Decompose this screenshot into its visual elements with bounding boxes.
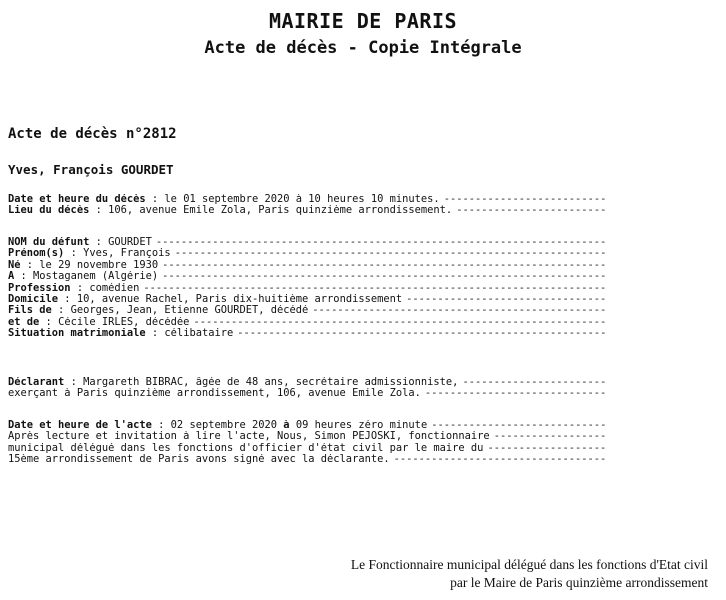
marital-status-row: Situation matrimoniale : célibataire ----- [8, 328, 608, 339]
domicile-label: Domicile [8, 294, 59, 306]
nom-label: NOM du défunt [8, 237, 90, 248]
mother-value: Cécile IRLES, décédée [58, 316, 190, 328]
fill-dashes [390, 454, 608, 465]
death-info-block [8, 194, 608, 217]
document-header [0, 8, 726, 60]
fill-dashes [483, 443, 608, 454]
signature-line-2: par le Maire de Paris quinzième arrondissement [450, 575, 708, 590]
fill-dashes [452, 205, 608, 216]
signature-line-1: Le Fonctionnaire municipal délégué dans les fonctions d'Etat civil [350, 557, 708, 572]
page-subtitle: Acte de décès - Copie Intégrale [204, 38, 522, 58]
declarant-line-1: Margareth BIBRAC, âgée de 48 ans, secrétaire admissionniste, [83, 377, 459, 388]
act-number: Acte de décès n°2812 [8, 126, 177, 142]
fill-dashes [421, 388, 608, 399]
death-date-value: le 01 septembre 2020 à 10 heures 10 minutes. [164, 194, 440, 205]
profession-value: comédien [89, 282, 140, 294]
father-label: Fils de [8, 305, 52, 317]
acte-text-line-1: Après lecture et invitation à lire l'acte, Nous, Simon PEJOSKI, fonctionnaire [8, 431, 490, 443]
acte-text-row-2 [8, 443, 608, 454]
nom-value: GOURDET [108, 237, 152, 248]
birth-place-label: À [8, 271, 15, 283]
prenom-label: Prénom(s) [8, 248, 65, 260]
marital-status-label: Situation matrimoniale [8, 328, 146, 340]
acte-date-value-start: 02 septembre 2020 [170, 420, 278, 431]
marital-status-value: célibataire [164, 328, 234, 340]
declarant-row-2 [8, 388, 608, 399]
father-value: Georges, Jean, Etienne GOURDET, décédé [70, 305, 309, 317]
domicile-value: 10, avenue Rachel, Paris dix-huitième arrondissement [76, 294, 403, 306]
declarant-label: Déclarant [8, 377, 65, 388]
birth-date-label: Né [8, 259, 21, 271]
fill-dashes [308, 305, 608, 316]
prenom-row: Prénom(s) : Yves, François ----- [8, 248, 608, 259]
birth-date-value: le 29 novembre 1930 [39, 259, 159, 271]
prenom-value: Yves, François [83, 248, 171, 260]
declarant-block [8, 377, 608, 400]
death-place-row: Lieu du décès : 106, avenue Emile Zola, Paris quinzième arrondissement. ----- [8, 205, 608, 216]
death-date-label: Date et heure du décès [8, 194, 146, 205]
fill-dashes [171, 248, 608, 259]
fill-dashes [189, 317, 608, 328]
declarant-line-2: exerçant à Paris quinzième arrondissement, 106, avenue Emile Zola. [8, 388, 421, 400]
fill-dashes [233, 328, 608, 339]
fill-dashes [427, 420, 608, 431]
fill-dashes [490, 431, 608, 442]
acte-text-row-3 [8, 454, 608, 465]
signature-block [351, 556, 708, 592]
acte-text-line-3: 15ème arrondissement de Paris avons signé avec la déclarante. [8, 454, 390, 466]
acte-text-line-2: municipal délégué dans les fonctions d'officier d'état civil par le maire du [8, 442, 484, 454]
fill-dashes [139, 283, 608, 294]
deceased-full-name: Yves, François GOURDET [8, 162, 174, 177]
fill-dashes [158, 271, 608, 282]
acte-date-value-a: à [283, 420, 290, 431]
mother-label: et de [8, 316, 40, 328]
birth-place-row: À : Mostaganem (Algérie) ----- [8, 271, 608, 282]
fill-dashes [440, 194, 608, 205]
profession-label: Profession [8, 282, 71, 294]
mother-row: et de : Cécile IRLES, décédée ----- [8, 317, 608, 328]
death-place-value: 106, avenue Emile Zola, Paris quinzième arrondissement. [108, 205, 453, 217]
fill-dashes [152, 237, 608, 248]
acte-text-row-1 [8, 431, 608, 442]
death-date-row: Date et heure du décès : le 01 septembre 2020 à 10 heures 10 minutes. ----- [8, 194, 608, 205]
death-place-label: Lieu du décès [8, 205, 90, 217]
profession-row: Profession : comédien ----- [8, 283, 608, 294]
acte-date-value-end: 09 heures zéro minute [295, 420, 428, 431]
nom-row: NOM du défunt : GOURDET ----- [8, 237, 608, 248]
fill-dashes [158, 260, 608, 271]
father-row: Fils de : Georges, Jean, Etienne GOURDET, décédé ----- [8, 305, 608, 316]
birth-place-value: Mostaganem (Algérie) [33, 271, 159, 283]
acte-block [8, 420, 608, 466]
domicile-row: Domicile : 10, avenue Rachel, Paris dix-huitième arrondissement ----- [8, 294, 608, 305]
page-title: MAIRIE DE PARIS [268, 9, 458, 33]
deceased-info-block [8, 237, 608, 340]
birth-date-row: Né : le 29 novembre 1930 ----- [8, 260, 608, 271]
declarant-row-1: Déclarant : Margareth BIBRAC, âgée de 48 ans, secrétaire admissionniste, ----- [8, 377, 608, 388]
fill-dashes [402, 294, 608, 305]
acte-date-label: Date et heure de l'acte [8, 420, 152, 431]
fill-dashes [458, 377, 608, 388]
acte-date-row: Date et heure de l'acte : 02 septembre 2020 à 09 heures zéro minute ----- [8, 420, 608, 431]
